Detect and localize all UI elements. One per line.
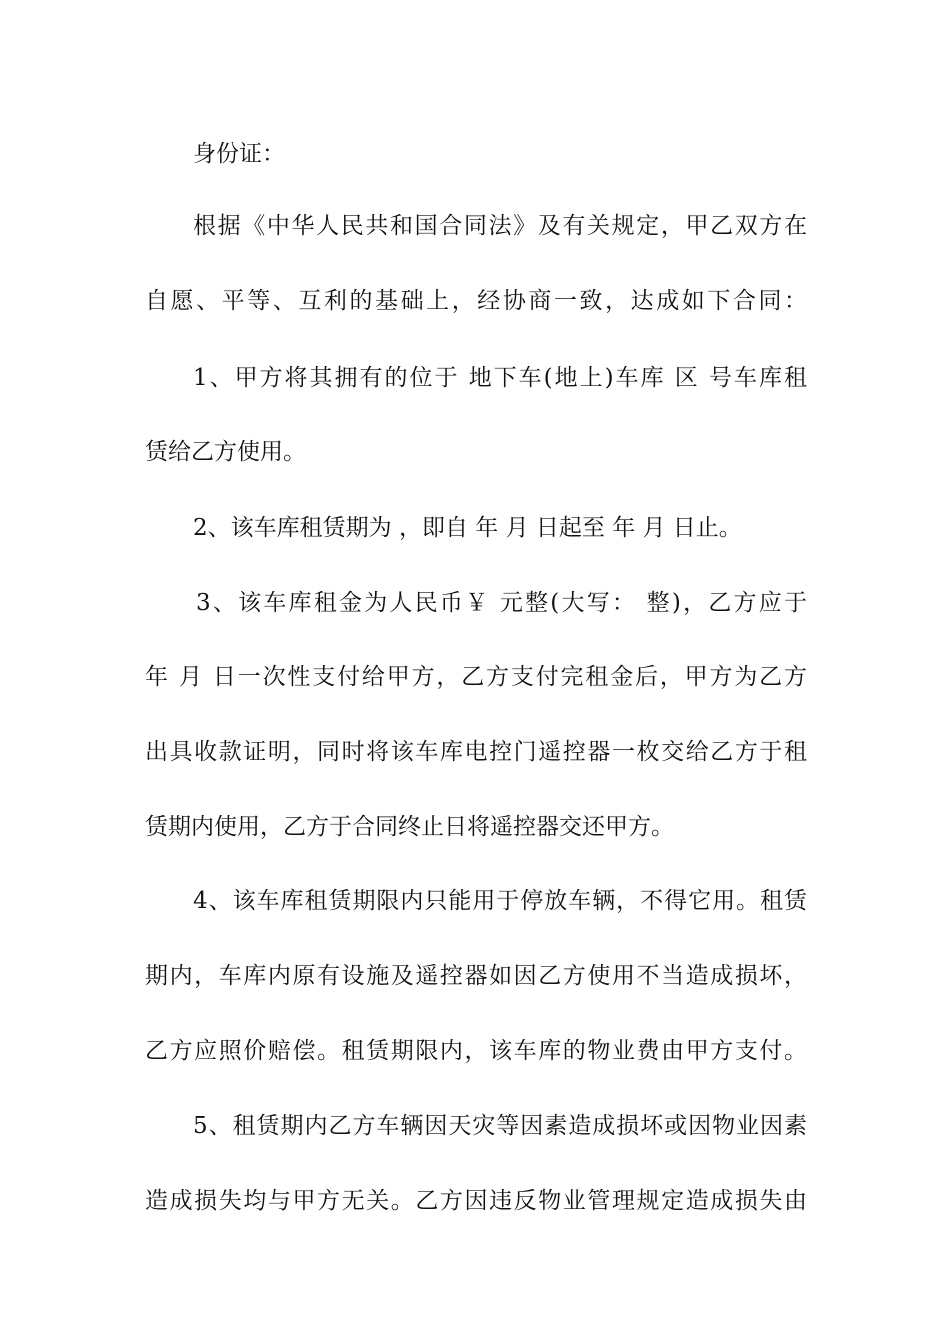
clause-4-line: 乙方应照价赔偿。租赁期限内，该车库的物业费由甲方支付。 <box>145 1038 807 1064</box>
clause-4-line: 期内，车库内原有设施及遥控器如因乙方使用不当造成损坏， <box>145 963 807 989</box>
clause-3-line: 3、该车库租金为人民币￥ 元整(大写： 整)，乙方应于 <box>196 590 807 616</box>
paragraph-line: 自愿、平等、互利的基础上，经协商一致，达成如下合同： <box>145 288 807 314</box>
clause-1-line: 赁给乙方使用。 <box>145 439 306 465</box>
clause-4-line: 4、该车库租赁期限内只能用于停放车辆，不得它用。租赁 <box>193 888 807 914</box>
clause-3-line: 出具收款证明，同时将该车库电控门遥控器一枚交给乙方于租 <box>145 739 807 765</box>
clause-3-line: 赁期内使用，乙方于合同终止日将遥控器交还甲方。 <box>145 814 674 840</box>
paragraph-line: 根据《中华人民共和国合同法》及有关规定，甲乙双方在 <box>193 213 807 239</box>
clause-5-line: 5、租赁期内乙方车辆因天灾等因素造成损坏或因物业因素 <box>193 1113 807 1139</box>
clause-1-line: 1、甲方将其拥有的位于 地下车(地上)车库 区 号车库租 <box>193 365 807 391</box>
clause-3-line: 年 月 日一次性支付给甲方，乙方支付完租金后，甲方为乙方 <box>145 664 807 690</box>
clause-5-line: 造成损失均与甲方无关。乙方因违反物业管理规定造成损失由 <box>145 1188 807 1214</box>
clause-2-line: 2、该车库租赁期为 ，即自 年 月 日起至 年 月 日止。 <box>193 515 742 541</box>
id-card-label: 身份证： <box>193 141 285 167</box>
